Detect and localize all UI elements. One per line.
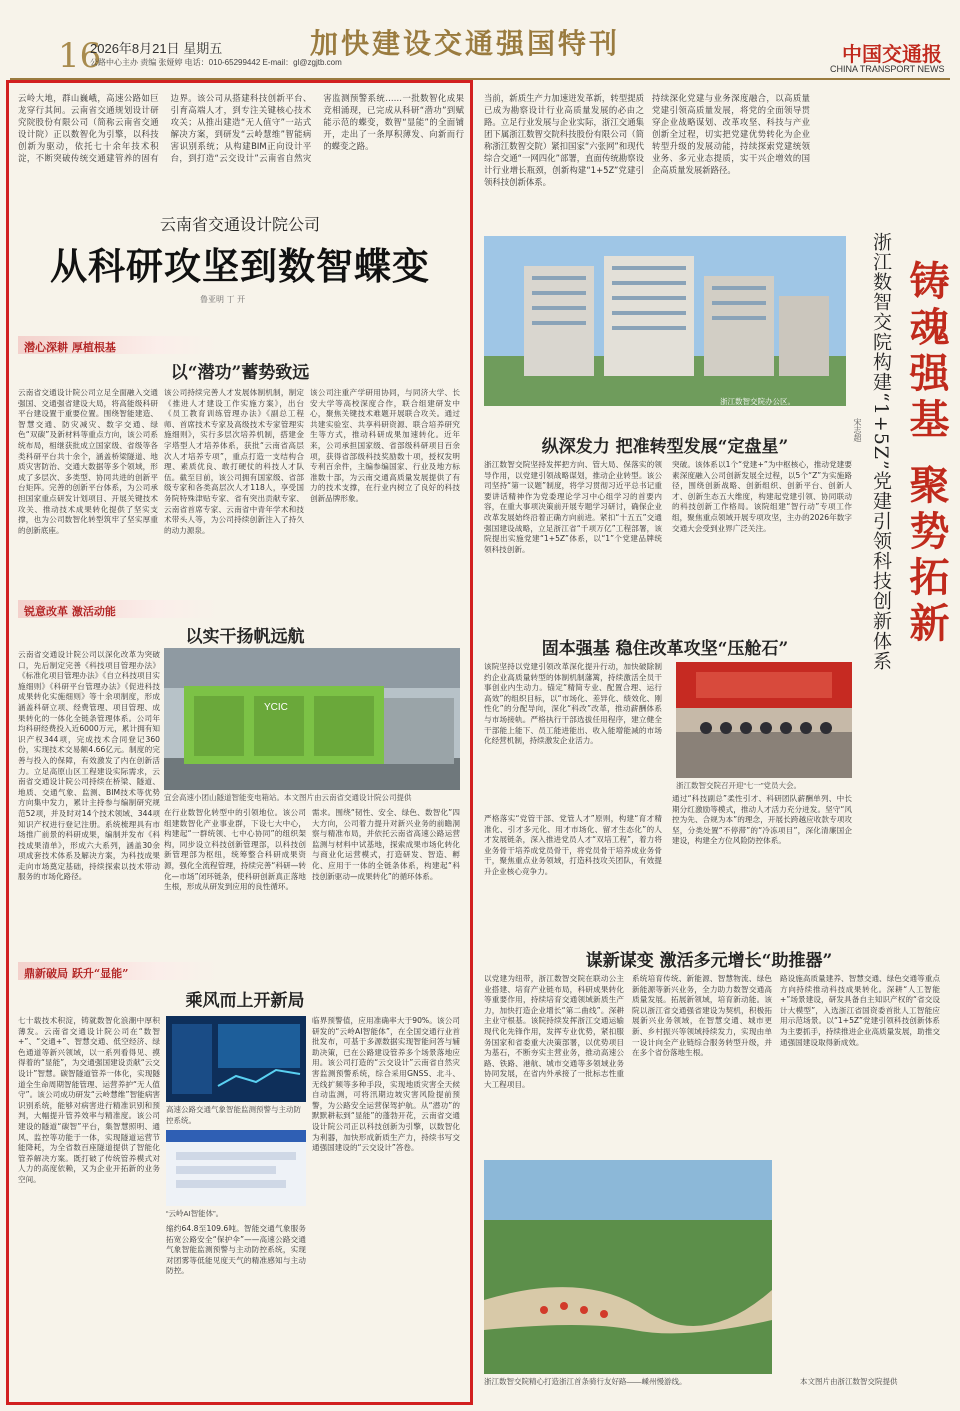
party-meeting-photo [676, 662, 852, 778]
right-s1-col2: 突破。该体系以1个“党建+”为中枢核心，推动党建要素深度融入公司创新发展全过程，以5个“Z”为实施路径，围绕创新战略、创新组织、创新平台、创新人才、创新生态五大维度，构建起党建引领、协同联动的科技创新工作格局。该院组建“智行动”专项工作组，聚焦重点领域开展专项攻坚，主办的2026年数字交通大会受到业界广泛关注。 [672, 460, 852, 533]
right-s3-col1: 以党建为纽带，浙江数智交院在联动公主业搭建、培育产业链布局，科研成果转化等重要作用，持续培育交通领域新质生产力，加快打造企业增长“第二曲线”。深耕主业守根基。该院持续发挥浙江交通运输现代化先锋作用，发挥专业优势，紧扣服务国家和省委重大决策部署，以优势项目为基石，不断夯实主营业务，推动高速公路、铁路、港航、城市交通等多领域业务协同发展，在省内外承接了一批标志性重大工程项目。 [484, 974, 624, 1089]
right-byline: 宋志超 [853, 418, 862, 442]
substation-photo-art [164, 648, 460, 790]
right-photo-credit: 本文图片由浙江数智交院提供 [800, 1377, 898, 1386]
left-byline: 鲁亚明 丁 开 [200, 295, 246, 304]
left-kicker: 云南省交通设计院公司 [159, 215, 320, 234]
s2-col2: 在行业数智化转型中的引领地位。该公司组建数智化产业事业群，下设七大中心，构建起“一群统领、七中心协同”的组织架构，同步设立科技创新管理部，以科技创新管理部为枢纽，统筹整合科研成果资源，强化全流程管理，持续完善“科研—转化—市场”闭环链条，使科研创新真正落地生根，形成从研发到应用的良性循环。 [164, 808, 306, 892]
ai-agent-caption: “云岭AI智能体”。 [166, 1209, 224, 1218]
substation-photo [164, 648, 460, 790]
cycling-road-caption: 浙江数智交院精心打造浙江首条骑行友好路——嵊州慢游线。 [484, 1377, 687, 1386]
section-bar-2-label: 锐意改革 激活动能 [24, 605, 116, 618]
cycling-road-photo [484, 1160, 772, 1374]
newspaper-logo: 中国交通报 [842, 42, 942, 66]
s3-col2: 临界预警值，应用准确率大于90%。该公司研发的“云岭AI智能体”，在全国交通行业首批发布，可基于多源数据实现智能问答与辅助决策，已在公路建设管养多个场景落地应用。该公司打造的“云交设计”云南省自然灾害监测预警系统，综合采用GNSS、北斗、无线扩频等多种手段，实现地质灾害全天候自动监测，可将汛期边坡灾害风险提前预警，为公路安全运营保驾护航。从“潜功”的默默耕耘到“显能”的蓬勃开花，云南省交通设计院公司正以科技创新为引擎，以数智化为利器，加快形成新质生产力，持续书写交通强国建设的“云交设计”答卷。 [312, 1016, 460, 1153]
substation-caption: 宜会高速小团山隧道智能变电箱站。本文图片由云南省交通设计院公司提供 [164, 793, 412, 802]
section-bar-3-label: 鼎新破局 跃升“显能” [24, 967, 129, 980]
section-heading-2: 以实干扬帆远航 [185, 627, 305, 647]
left-intro: 云岭大地，群山巍峨，高速公路如巨龙穿行其间。云南省交通规划设计研究院股份有限公司（简称云南省交通设计院）正以数智化为引擎，以科技创新为驱动，依托七十余年技术积淀，不断突破传统交通建管养的固有边界。该公司从搭建科技创新平台、引育高端人才，到专注关键核心技术攻关；从推出建造“无人值守”一站式解决方案，到研发“云岭慧维”智能病害识别系统；从构建BIM正向设计平台，到打造“云交设计”云南省自然灾害监测预警系统……一批数智化成果竞相涌现，已完成从科研“潜功”到赋能示范的蝶变，数智“显能”的全面铺开，走出了一条厚积薄发、向新而行的蝶变之路。 [18, 93, 464, 163]
s3-tail: 缩约64.8至109.6吨。智能交通气象服务拓宽公路安全“保护伞”——高速公路交通气象智能监测预警与主动防控系统，实现对团雾等低能见度天气的精准感知与主动防控。 [166, 1224, 306, 1276]
right-section-heading-3: 谋新谋变 激活多元增长“助推器” [585, 951, 833, 971]
special-issue-title: 加快建设交通强国特刊 [310, 27, 621, 60]
right-section-heading-1: 纵深发力 把准转型发展“定盘星” [541, 437, 789, 457]
section-bar-1-label: 潜心深耕 厚植根基 [24, 341, 116, 354]
right-s2-col2: 严格落实“党管干部、党管人才”原则，构建“育才精准化、引才多元化、用才市场化、留才生态化”的人才发展链条，深入推进党员人才“双培工程”，着力将业务骨干培养成党员骨干，将党员骨干培养成业务骨干，聚焦重点业务领域，打造科技攻关团队，有效提升企业核心竞争力。 [484, 814, 662, 876]
right-s2-col3: 通过“科技副总”柔性引才、科研团队薪酬单列、中长期分红激励等模式，推动人才活力充分迸发。坚守“风控为先、合规为本”的理念，开展长跨越应收款专项攻坚，分类处置“不停滞”的“冷冻项目”，深化清廉国企建设，构建全方位风险防控体系。 [672, 794, 852, 846]
svg-text:YCIC: YCIC [264, 702, 288, 713]
s2-col1: 云南省交通设计院公司以深化改革为突破口，先后制定完善《科技项目管理办法》《标准化项目管理办法》《自立科技项目实施细则》《科研平台管理办法》《促进科技成果转化实施细则》等十余项制度，形成涵盖科研立项、经费管理、项目管理、成果转化的一体化全链条管理体系。公司年均科研经费投入近6000万元，累计拥有知识产权344项，完成技术合同登记360份，实现技术交易额4.66亿元。制度的完善与投入的保障，有效激发了内在创新活力。立足高原山区工程建设实际需求，云南省交通设计院公司持续在桥梁、隧道、地质、交通气象、监测、BIM技术等优势方向集中发力，累计主持参与编制研究规范52项，并及时对14个技术领域、344项知识产权进行登记注册。系统梳理具有市场推广前景的科研成果，编制并发布《科技成果清单》，形成六大系列，涵盖30余项成套技术体系及解决方案，为科技成果走向市场奠定基础，持续探索以技术带动服务的市场化路径。 [18, 650, 160, 882]
weather-system-screenshot [166, 1016, 306, 1102]
s1-col2: 该公司持续完善人才发展体制机制，制定《推进人才建设工作实施方案》，出台《员工教育训练管理办法》《副总工程师、首席技术专家及高级技术专家管理实施细则》，实行多层次培养机制，搭建金字塔型人才培养体系，获批“云南省高层次人才培养专项”，重点打造一支结构合理、素质优良、敢打硬仗的科技人才队伍。截至目前，该公司拥有国家级、省部级专家和各类高层次人才118人，享受国务院特殊津贴专家、省有突出贡献专家、云南省首席专家、云南省中青年学术和技术带头人等，为公司持续创新注入了持久的动力源泉。 [164, 388, 304, 535]
page-number: 16 [58, 36, 102, 76]
right-s2-col1: 该院坚持以党建引领改革深化提升行动，加快破除制约企业高质量转型的体制机制藩篱，持续激活全员干事创业内生动力。锚定“精简专业、配置合理、运行高效”的组织目标，以“市场化、差异化、绩效化、刚性化”的分配导向，深化“科改”改革，推动薪酬体系与市场接轨。严格执行干部选拔任用程序，建立健全干部能上能下、员工能进能出、收入能增能减的市场化经营机制，持续激发企业活力。 [484, 662, 662, 746]
right-intro-col2: 持续深化党建与业务深度融合，以高质量党建引领高质量发展，将党的全面领导贯穿企业战略谋划、改革攻坚、科技与产业创新全过程，切实把党建优势转化为企业转型升级的发展动能，持续探索党建统领业务、多元业态提质，实干兴企增效的国企高质量发展新路径。 [652, 93, 810, 175]
right-s3-col2: 系统培育传统、新能源、智慧物流、绿色新能源等新兴业务，全力助力数智交通高质量发展。拓展新领域，培育新动能。该院以浙江省交通强省建设为契机，积极拓展新兴业务领域，在智慧交通、城市更新、乡村振兴等领域持续发力，实现由单一设计向全产业链综合服务转型升级，并在多个省份落地生根。 [632, 974, 772, 1058]
editor-info: 公路中心主办 责编 张娅婷 电话：010-65299442 E-mail：gl@zgjtb.com [90, 58, 342, 67]
right-vertical-title: 铸魂强基 聚势拓新 [903, 260, 950, 648]
s3-col1: 七十载技术积淀，铸就数智化浪潮中厚积薄发。云南省交通设计院公司在“数智+”、“交通+”、智慧交通、低空经济、绿色通道等新兴领域，以一系列看得见、摸得着的“显能”，为交通强国建设贡献“云交设计”智慧。碳智隧道管养一体化，实现隧道全生命周期智能管理、运营养护“无人值守”。该公司成功研发“云岭慧维”智能病害识别系统，能够对病害进行精准识别和预判，大幅提升管养效率与精准度。该公司建设的隧道“碳智”平台，集智慧照明、通风、监控等功能于一体，实现隧道运营节能降耗，为全省数百座隧道提供了智能化管养解决方案。既打破了传统管养模式对人力的高度依赖，又为企业开拓新的业务空间。 [18, 1016, 160, 1184]
s1-col3: 该公司注重产学研用协同，与同济大学、长安大学等高校深度合作，联合组建研发中心，聚焦关键技术难题开展联合攻关。通过共建实验室、共享科研资源、联合培养研究生等方式，推动科研成果加速转化。近年来，公司承担国家级、省部级科研项目百余项，获得省部级科技奖励数十项，授权发明专利百余件，主编参编国家、行业及地方标准数十部，为云南交通高质量发展提供了有力的技术支撑，在行业内树立了良好的科技创新品牌形象。 [310, 388, 460, 503]
right-intro-col1: 当前，新质生产力加速迸发革新，转型提质已成为勘察设计行业高质量发展的必由之路。立足行业发展与企业实际，浙江交通集团下属浙江数智交院科技股份有限公司（简称浙江数智交院）紧扣国家“六张网”和现代综合交通“一网四化”部署，直面传统勘察设计行业增长瓶颈，创新构建“1+5Z”党建引领科技创新体系。 [484, 93, 644, 187]
ai-agent-art [166, 1130, 306, 1206]
ai-agent-screenshot [166, 1130, 306, 1206]
right-s1-col1: 浙江数智交院坚持发挥把方向、管大局、保落实的领导作用，以党建引领战略谋划，推动企业转型。该公司坚持“第一议题”制度，将学习贯彻习近平总书记重要讲话精神作为党委理论学习中心组学习的首要内容，在重大事项决策前开展专题学习研讨，确保企业改革发展始终沿着正确方向前进。紧扣“十五五”交通强国建设战略，立足浙江省“千项万亿”工程部署，该院提出实施党建“1+5Z”体系，以“1”个党建品牌统领科技创新。 [484, 460, 662, 554]
section-heading-1: 以“潜功”蓄势致远 [170, 363, 310, 383]
weather-system-art [166, 1016, 306, 1102]
cycling-road-art [484, 1160, 772, 1374]
right-section-heading-2: 固本强基 稳住改革攻坚“压舱石” [541, 639, 789, 659]
office-campus-caption: 浙江数智交院办公区。 [720, 397, 795, 406]
s2-col3: 需求。围绕“韧性、安全、绿色、数智化”四大方向，公司着力提升对新兴业务的前瞻洞察与精准布局，并依托云南省高速公路运营监测与材料中试基地，探索成果市场化转化与商业化运营模式，打造研发、智造、孵化、应用于一体的全链条体系，构建起“科技创新驱动—成果转化”的循环体系。 [312, 808, 460, 881]
right-s3-col3: 路设施高质量建养、智慧交通、绿色交通等重点方向持续推动科技成果转化。深耕“人工智能+”场景建设，研发具备自主知识产权的“省交设计大模型”，入选浙江省国资委首批人工智能应用示范场景。以“1+5Z”党建引领科技创新体系为主要抓手，持续推进企业高质量发展，助推交通强国建设取得新成效。 [780, 974, 940, 1047]
left-title: 从科研攻坚到数智蝶变 [50, 244, 430, 288]
s1-col1: 云南省交通设计院公司立足全面融入交通强国、交通强省建设大局，将高能级科研平台建设置于重要位置。围绕智能建造、智慧交通、防灾减灾、数字交通、绿色“双碳”及新材料等重点方向，该公司系统布局，相继获批成立国家级、省级等各类科研平台共十余个，涵盖桥梁隧道、地质灾害防治、交通大数据等多个领域，形成了多层次、多类型、协同共进的创新平台矩阵。完善的创新平台体系，为公司承担国家重点研发计划项目、开展关键技术攻关、推动技术成果转化提供了坚实支撑，也为公司数智化转型筑牢了坚实厚重的创新底座。 [18, 388, 158, 535]
weather-system-caption: 高速公路交通气象智能监测预警与主动防控系统。 [166, 1105, 301, 1125]
section-heading-3: 乘风而上开新局 [185, 991, 305, 1011]
party-meeting-caption: 浙江数智交院召开迎“七一”党员大会。 [676, 781, 801, 790]
office-campus-photo [484, 236, 846, 406]
party-meeting-art [676, 662, 852, 778]
section-bar-2 [18, 600, 218, 618]
section-bar-1 [18, 336, 218, 354]
newspaper-logo-en: CHINA TRANSPORT NEWS [830, 64, 945, 74]
office-campus-art [484, 236, 846, 406]
right-vertical-subtitle: 浙江数智交院构建“1+5Z”党建引领科技创新体系 [870, 232, 892, 671]
section-bar-3 [18, 962, 218, 980]
issue-date: 2026年8月21日 星期五 [90, 41, 223, 56]
